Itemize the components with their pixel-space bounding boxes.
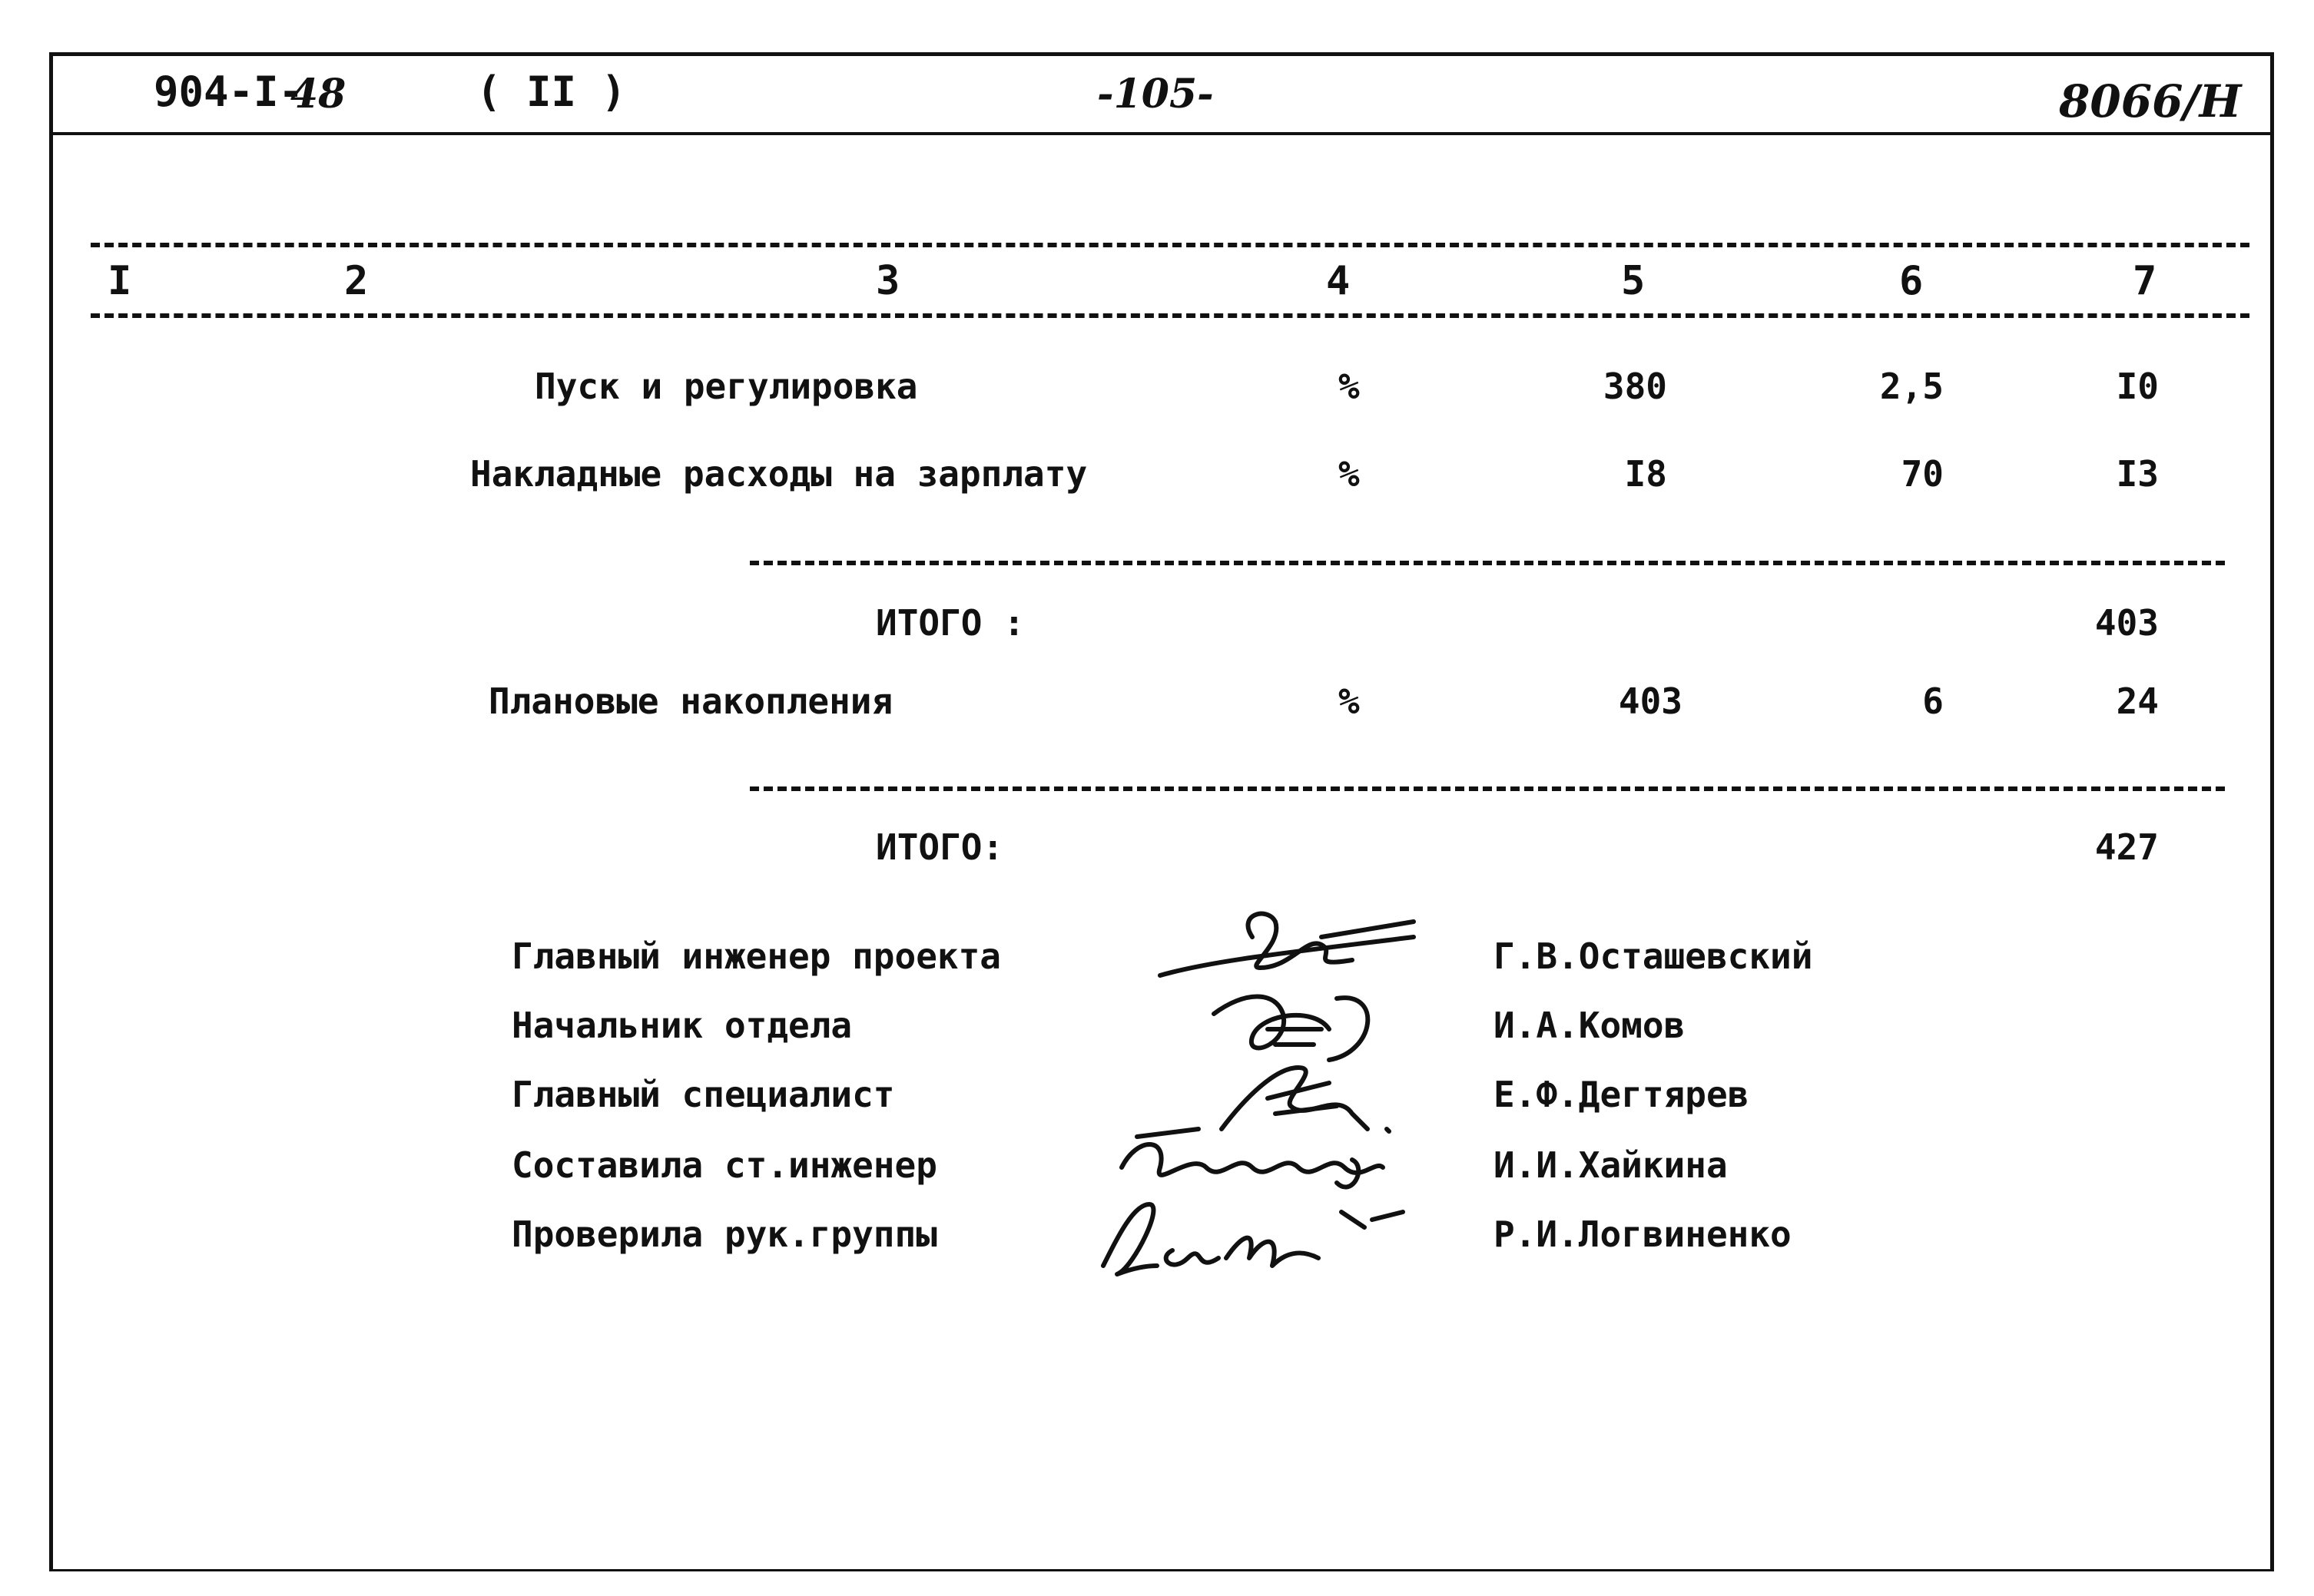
sheet-code: 8066/H (2059, 75, 2242, 127)
signatory-name: Г.В.Осташевский (1493, 935, 1813, 977)
signatory-position: Главный специалист (512, 1074, 895, 1115)
header-rule (49, 132, 2274, 135)
row-base: 403 (1618, 680, 1682, 722)
handwritten-signature (1152, 906, 1429, 991)
subtotal-amount: 403 (2094, 602, 2159, 644)
row-unit: % (1338, 680, 1360, 722)
row-name: Пуск и регулировка (535, 366, 918, 407)
signatory-name: Е.Ф.Дегтярев (1493, 1074, 1749, 1115)
signatory-position: Составила ст.инженер (512, 1144, 937, 1186)
signatory-position: Проверила рук.группы (512, 1214, 937, 1255)
signatory-name: И.А.Комов (1493, 1005, 1686, 1046)
part-label: ( II ) (476, 68, 627, 116)
column-header-dashed-rule (91, 313, 2249, 318)
row-name: Плановые накопления (489, 680, 893, 722)
row-base: I8 (1624, 453, 1667, 495)
doc-prefix: 904-I- (154, 68, 304, 116)
column-number-4: 4 (1326, 258, 1351, 304)
row-amount: I3 (2116, 453, 2159, 495)
total-amount: 427 (2094, 826, 2159, 868)
column-number-3: 3 (876, 258, 900, 304)
row-rate: 2,5 (1879, 366, 1944, 407)
page-number: -105- (1097, 71, 1214, 118)
table-top-dashed-rule (91, 243, 2249, 247)
signatory-position: Главный инженер проекта (512, 935, 1001, 977)
doc-number-handwritten: 48 (290, 71, 346, 118)
document-frame (49, 52, 2274, 1571)
column-number-7: 7 (2133, 258, 2157, 304)
column-number-6: 6 (1899, 258, 1924, 304)
signatory-name: Р.И.Логвиненко (1493, 1214, 1792, 1255)
row-name: Накладные расходы на зарплату (470, 453, 1088, 495)
column-number-2: 2 (344, 258, 369, 304)
signatory-position: Начальник отдела (512, 1005, 853, 1046)
total-label: ИТОГО: (876, 826, 1004, 868)
column-number-5: 5 (1621, 258, 1646, 304)
row-amount: I0 (2116, 366, 2159, 407)
row-base: 380 (1603, 366, 1667, 407)
total-dashed-rule (750, 786, 2225, 791)
subtotal-dashed-rule (750, 561, 2225, 565)
row-unit: % (1338, 453, 1360, 495)
row-rate: 70 (1901, 453, 1944, 495)
row-rate: 6 (1922, 680, 1944, 722)
row-amount: 24 (2116, 680, 2159, 722)
signatory-name: И.И.Хайкина (1493, 1144, 1728, 1186)
subtotal-label: ИТОГО : (876, 602, 1025, 644)
column-number-1: I (108, 258, 132, 304)
handwritten-signature (1088, 1189, 1411, 1289)
row-unit: % (1338, 366, 1360, 407)
